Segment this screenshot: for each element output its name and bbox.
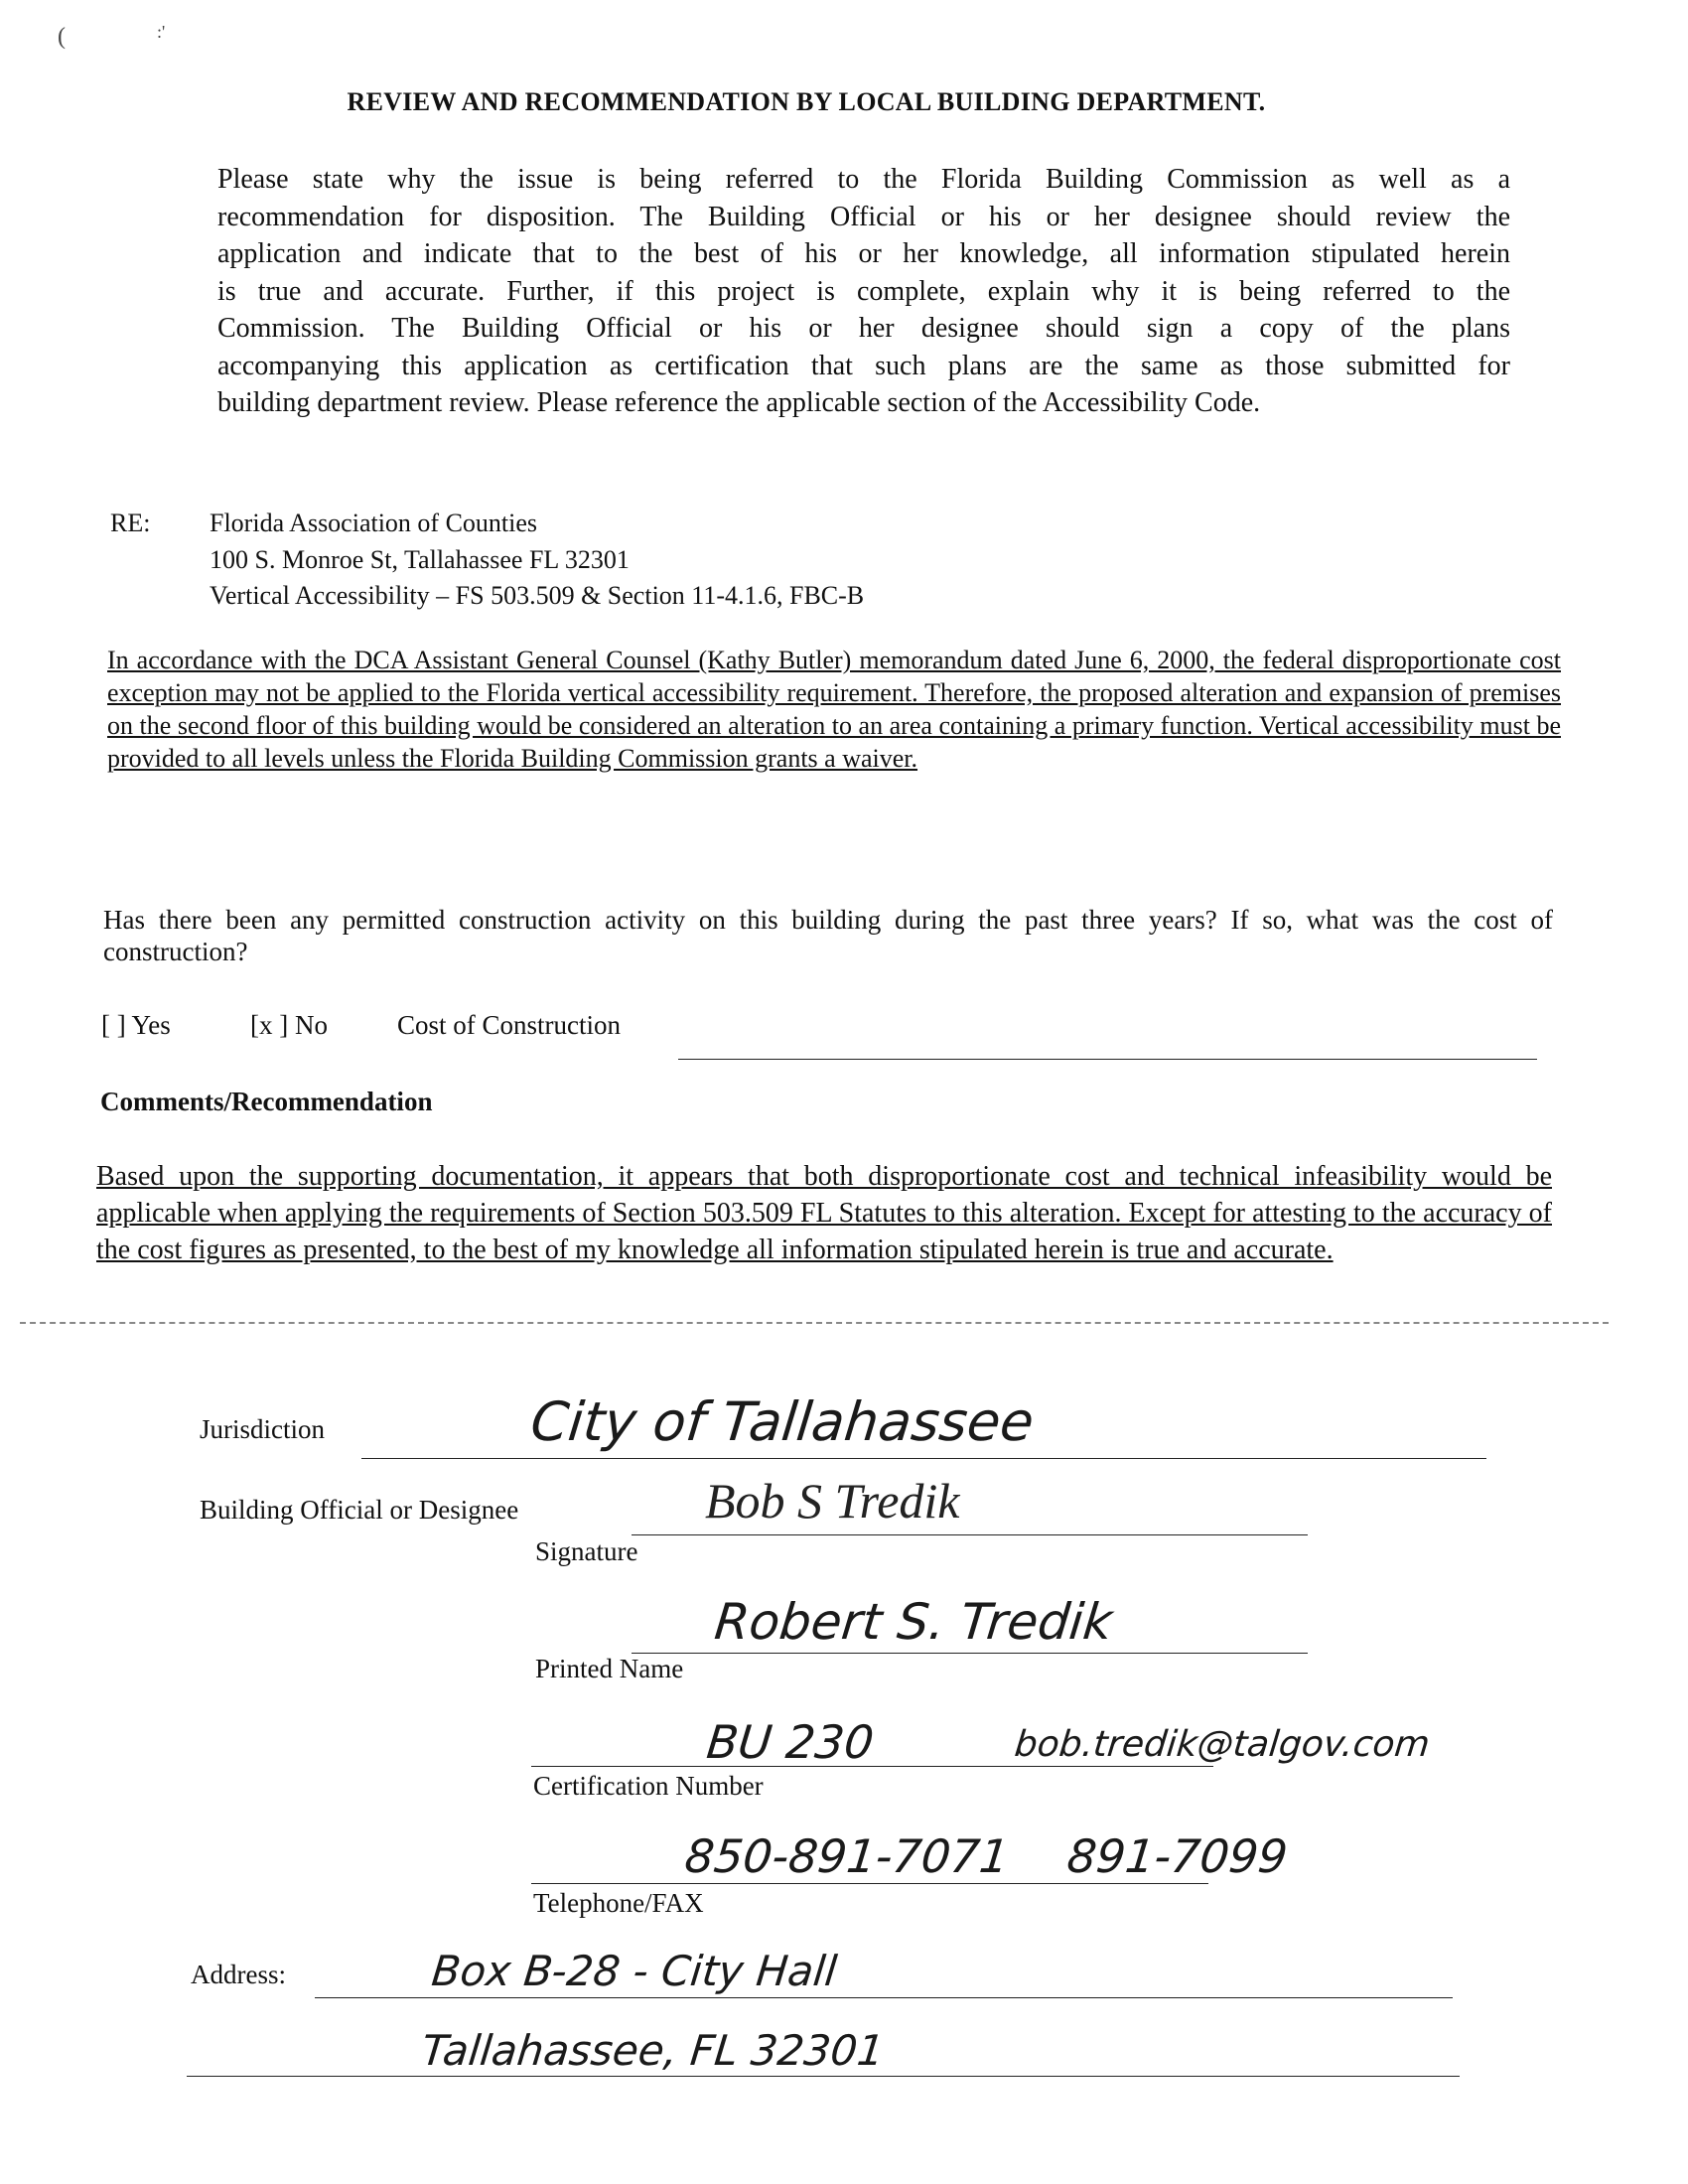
jurisdiction-label: Jurisdiction	[200, 1414, 325, 1444]
signature-field[interactable]	[632, 1534, 1308, 1535]
signature-label: Signature	[535, 1536, 638, 1566]
fax-value: 891-7099	[1064, 1829, 1291, 1883]
certification-field[interactable]	[531, 1766, 1213, 1767]
address-line1-field[interactable]	[315, 1997, 1453, 1998]
instruction-line: recommendation for disposition. The Building Official or his or her designee should review the	[217, 201, 1510, 232]
instruction-line: Commission. The Building Official or his or her designee should sign a copy of the plans	[217, 313, 1510, 344]
instructions-paragraph	[217, 161, 1510, 422]
address-line2-value: Tallahassee, FL 32301	[419, 2026, 887, 2075]
certification-value: BU 230	[704, 1715, 877, 1769]
official-label: Building Official or Designee	[200, 1495, 519, 1525]
scan-mark: :'	[157, 22, 166, 42]
address-line2-field[interactable]	[187, 2076, 1460, 2077]
instruction-line: is true and accurate. Further, if this project is complete, explain why it is being referred to the	[217, 275, 1510, 307]
telephone-field[interactable]	[531, 1883, 1208, 1884]
re-address: 100 S. Monroe St, Tallahassee FL 32301	[210, 545, 630, 574]
instruction-line: building department review. Please reference the applicable section of the Accessibility Code.	[217, 387, 1261, 418]
jurisdiction-value: City of Tallahassee	[527, 1390, 1038, 1453]
divider	[20, 1322, 1609, 1324]
comments-paragraph: Based upon the supporting documentation, it appears that both disproportionate cost and technical infeasibility would be applicable when applying the requirements of Section 503.509 FL Statutes to this alteration. Except for attesting to the accuracy of the cost figures as presented, to the best of my knowledge all information stipulated herein is true and accurate.	[96, 1161, 1552, 1265]
signature-value: Bob S Tredik	[705, 1473, 960, 1529]
yes-checkbox[interactable]: [ ] Yes	[101, 1010, 171, 1040]
jurisdiction-field[interactable]	[361, 1458, 1486, 1459]
comments-heading: Comments/Recommendation	[100, 1087, 433, 1116]
telephone-value: 850-891-7071	[682, 1829, 1012, 1883]
page-title: REVIEW AND RECOMMENDATION BY LOCAL BUILDING DEPARTMENT.	[347, 87, 1266, 116]
telephone-label: Telephone/FAX	[533, 1888, 704, 1918]
printed-name-label: Printed Name	[535, 1654, 684, 1683]
email-value: bob.tredik@talgov.com	[1012, 1724, 1432, 1765]
re-organization: Florida Association of Counties	[210, 509, 538, 537]
certification-label: Certification Number	[533, 1771, 764, 1801]
construction-question: Has there been any permitted construction activity on this building during the past three years? If so, what was the cost of construction?	[103, 905, 1553, 966]
no-checkbox[interactable]: [x ] No	[250, 1010, 328, 1040]
cost-label: Cost of Construction	[397, 1010, 622, 1040]
instruction-line: application and indicate that to the best of his or her knowledge, all information stipulated herein	[217, 238, 1510, 269]
printed-name-value: Robert S. Tredik	[711, 1593, 1116, 1651]
referral-statement: In accordance with the DCA Assistant General Counsel (Kathy Butler) memorandum dated June 6, 2000, the federal disproportionate cost exception may not be applied to the Florida vertical accessibility requirement. Therefore, the proposed alteration and expansion of premises on the second floor of this building would be considered an alteration to an area containing a primary function. Vertical accessibility must be provided to all levels unless the Florida Building Commission grants a waiver.	[107, 646, 1561, 773]
re-label: RE:	[110, 509, 151, 537]
instruction-line: accompanying this application as certification that such plans are the same as those submitted for	[217, 350, 1510, 381]
address-line1-value: Box B-28 - City Hall	[429, 1947, 840, 1995]
instruction-line: Please state why the issue is being referred to the Florida Building Commission as well as a	[217, 164, 1510, 195]
scan-mark: (	[58, 24, 66, 50]
printed-name-field[interactable]	[632, 1653, 1308, 1654]
re-subject: Vertical Accessibility – FS 503.509 & Section 11-4.1.6, FBC-B	[210, 581, 865, 610]
cost-field[interactable]	[678, 1059, 1537, 1060]
address-label: Address:	[191, 1960, 286, 1989]
